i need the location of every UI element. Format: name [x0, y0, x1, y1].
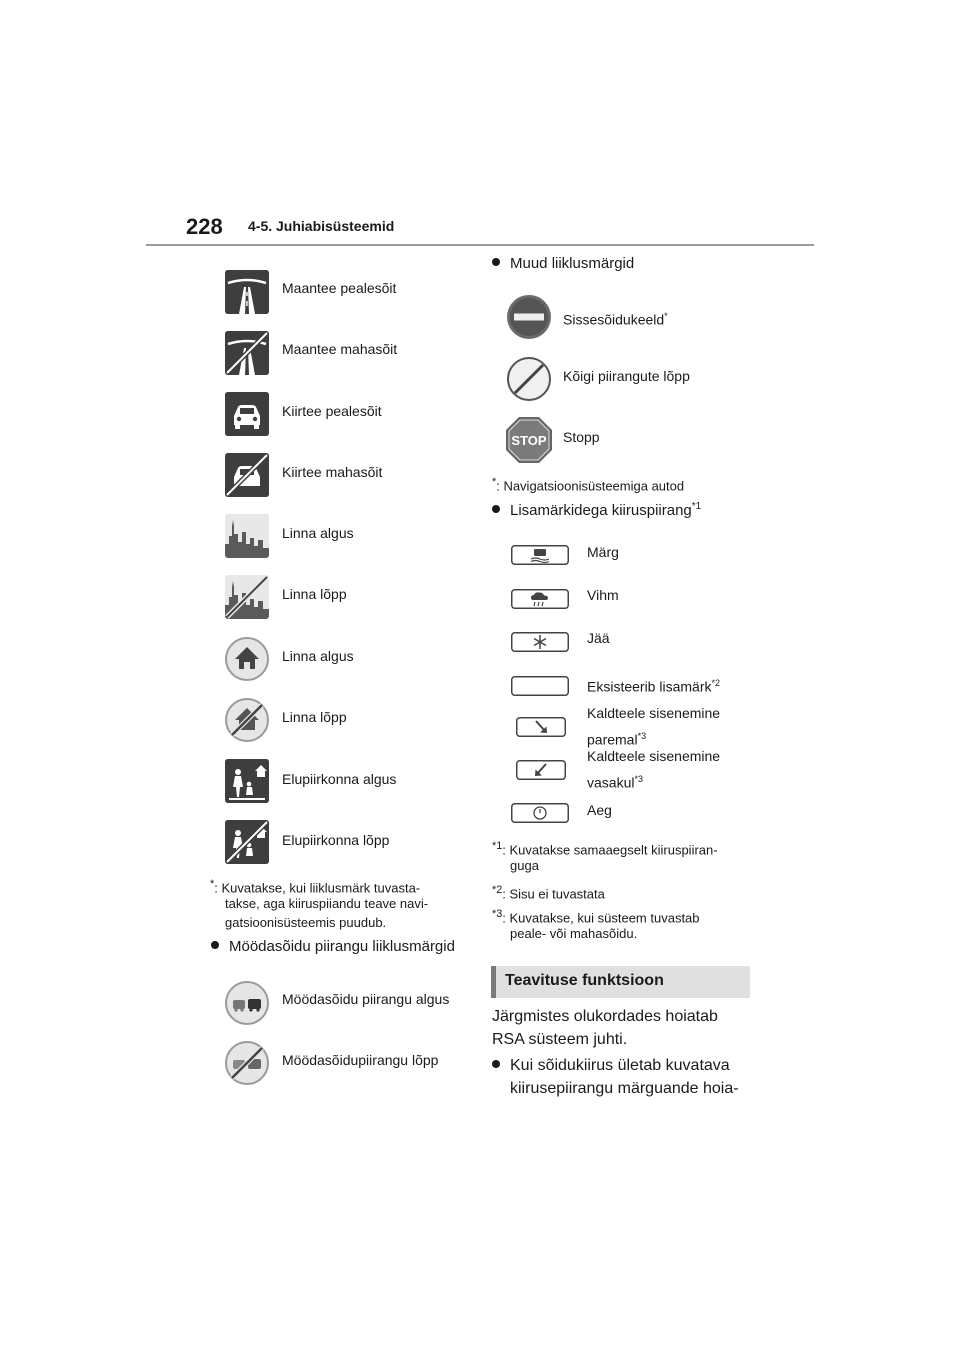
- sign-label: Kiirtee pealesõit: [282, 403, 382, 419]
- bullet-sup: *1: [691, 501, 702, 512]
- no-entry-icon: [506, 294, 552, 340]
- other-sign-text: Sissesõidukeeld: [563, 311, 665, 328]
- other-sign-sup: *: [664, 311, 668, 321]
- expressway-start-icon: [225, 392, 269, 436]
- other-sign-label: Kõigi piirangute lõpp: [563, 368, 690, 384]
- rain-icon: [511, 589, 569, 609]
- overtaking-label: Möödasõidupiirangu lõpp: [282, 1052, 439, 1068]
- city-end-icon: [225, 575, 269, 619]
- sign-label: Linna algus: [282, 648, 354, 664]
- page-number: 228: [186, 214, 223, 239]
- stop-sign-icon: [505, 416, 553, 464]
- sign-label: Linna lõpp: [282, 586, 347, 602]
- bullet-title: Muud liiklusmärgid: [510, 255, 635, 272]
- footnote-marker: *: [210, 878, 215, 890]
- note-line: guga: [510, 858, 539, 873]
- motorway-start-icon: [225, 270, 269, 314]
- bullet-speed-limit: [492, 501, 701, 519]
- footnote-line: takse, aga kiiruspiiandu teave navi-: [225, 896, 429, 911]
- town-start-icon: [224, 636, 270, 682]
- plate-text: paremal: [587, 731, 638, 748]
- bullet-other-signs: [492, 255, 634, 272]
- arrow-down-right-icon: [516, 717, 566, 737]
- plate-label: Kaldteele sisenemine: [587, 748, 721, 764]
- expressway-end-icon: [225, 453, 269, 497]
- residential-start-icon: [225, 759, 269, 803]
- plate-sup: *3: [637, 731, 647, 741]
- city-start-icon: [225, 514, 269, 558]
- bullet-dot: [211, 941, 219, 949]
- wet-road-icon: [511, 545, 569, 565]
- note-line: peale- või mahasõidu.: [510, 926, 638, 941]
- footnote: [492, 472, 684, 496]
- header-divider: [146, 244, 814, 246]
- note-marker: *1: [492, 840, 503, 852]
- bullet-line: kiirusepiirangu märguande hoia-: [510, 1080, 739, 1097]
- sign-label: Kiirtee mahasõit: [282, 464, 383, 480]
- bullet-item: [492, 1054, 730, 1077]
- bullet-dot: [492, 505, 500, 513]
- snowflake-icon: [511, 632, 569, 652]
- sign-label: Maantee mahasõit: [282, 341, 398, 357]
- arrow-down-left-icon: [516, 760, 566, 780]
- note-line: : Kuvatakse, kui süsteem tuvastab: [502, 910, 700, 926]
- note: [492, 880, 605, 904]
- no-overtaking-end-icon: [224, 1040, 270, 1086]
- sign-label: Elupiirkonna lõpp: [282, 832, 390, 848]
- plate-label: Aeg: [587, 802, 612, 818]
- bullet-line: Kui sõidukiirus ületab kuvatava: [510, 1057, 730, 1074]
- other-sign-label: Stopp: [563, 429, 600, 445]
- plate-label: [587, 769, 643, 793]
- footnote-line: gatsioonisüsteemis puudub.: [225, 915, 387, 930]
- town-end-icon: [224, 697, 270, 743]
- other-sign-label: [563, 306, 668, 330]
- plate-label: [587, 673, 720, 697]
- plate-label: Kaldteele sisenemine: [587, 705, 721, 721]
- note-marker: *3: [492, 908, 503, 920]
- paragraph-line: Järgmistes olukordades hoiatab: [492, 1008, 718, 1025]
- bullet-dot: [492, 1060, 500, 1068]
- sign-label: Linna lõpp: [282, 709, 347, 725]
- bullet-title: Möödasõidu piirangu liiklusmärgid: [229, 938, 455, 955]
- bullet-overtaking: [211, 938, 455, 955]
- footnote-line: : Kuvatakse, kui liiklusmärk tuvasta-: [214, 880, 421, 896]
- stop-sign-text: STOP: [511, 433, 547, 448]
- sign-label: Elupiirkonna algus: [282, 771, 397, 787]
- residential-end-icon: [225, 820, 269, 864]
- paragraph-line: RSA süsteem juhti.: [492, 1031, 628, 1048]
- plate-sup: *2: [711, 678, 720, 688]
- section-heading-text: Teavituse funktsioon: [505, 972, 664, 989]
- blank-plate-icon: [511, 676, 569, 696]
- note-marker: *2: [492, 884, 503, 896]
- plate-sup: *3: [634, 774, 643, 784]
- plate-label: Jää: [587, 630, 610, 646]
- plate-text: vasakul: [587, 774, 635, 791]
- bullet-title: Lisamärkidega kiiruspiirang: [510, 502, 692, 519]
- overtaking-label: Möödasõidu piirangu algus: [282, 991, 450, 1007]
- end-of-restrictions-icon: [506, 356, 552, 402]
- section-title: 4-5. Juhiabisüsteemid: [248, 218, 395, 234]
- bullet-dot: [492, 258, 500, 266]
- section-heading: [491, 966, 750, 998]
- no-overtaking-icon: [224, 980, 270, 1026]
- note-line: : Kuvatakse samaaegselt kiiruspiiran-: [502, 842, 718, 858]
- plate-text: Eksisteerib lisamärk: [587, 678, 712, 695]
- footnote-marker: *: [492, 476, 497, 488]
- sign-label: Maantee pealesõit: [282, 280, 397, 296]
- sign-label: Linna algus: [282, 525, 354, 541]
- motorway-end-icon: [225, 331, 269, 375]
- footnote-text: : Navigatsioonisüsteemiga autod: [496, 478, 685, 494]
- note-line: : Sisu ei tuvastata: [502, 886, 605, 902]
- clock-icon: [511, 803, 569, 823]
- plate-label: Vihm: [587, 587, 619, 603]
- plate-label: Märg: [587, 544, 619, 560]
